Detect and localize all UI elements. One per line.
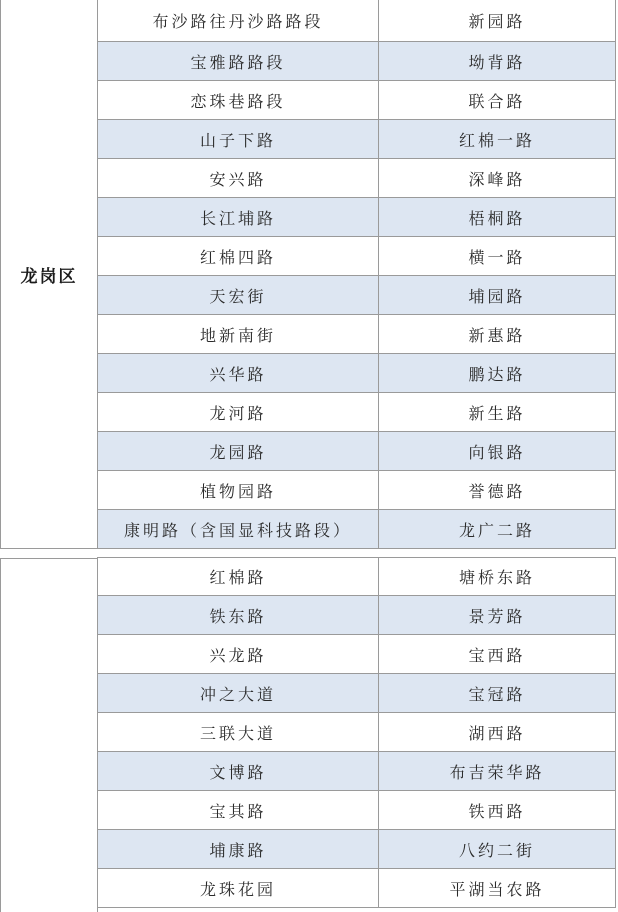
road-name-cell-left: 龙园路 — [97, 432, 379, 470]
road-rows-bottom — [97, 557, 616, 908]
road-name-cell-left: 兴华路 — [97, 354, 379, 392]
table-row — [97, 713, 616, 752]
road-name-cell-left: 宝其路 — [97, 791, 379, 829]
road-name-cell-right: 新园路 — [379, 0, 616, 41]
road-name-cell-left: 布沙路往丹沙路路段 — [97, 0, 379, 41]
road-name-cell-left: 长江埔路 — [97, 198, 379, 236]
road-name-cell-right: 横一路 — [379, 237, 616, 275]
road-name-cell-right: 埔园路 — [379, 276, 616, 314]
table-row — [97, 510, 616, 549]
road-name-cell-right: 宝西路 — [379, 635, 616, 673]
road-name-cell-left: 龙河路 — [97, 393, 379, 431]
district-label: 龙岗区 — [20, 266, 78, 287]
table-row — [97, 635, 616, 674]
table-row — [97, 354, 616, 393]
road-name-cell-right: 新惠路 — [379, 315, 616, 353]
road-name-cell-left: 红棉路 — [97, 558, 379, 595]
road-name-cell-left: 地新南街 — [97, 315, 379, 353]
road-rows-top — [97, 0, 616, 549]
road-name-cell-right: 鹏达路 — [379, 354, 616, 392]
road-name-cell-left: 龙珠花园 — [97, 869, 379, 907]
road-name-cell-right: 宝冠路 — [379, 674, 616, 712]
table-row — [97, 752, 616, 791]
table-row — [97, 393, 616, 432]
road-name-cell-right: 誉德路 — [379, 471, 616, 509]
road-name-cell-left: 康明路（含国显科技路段） — [97, 510, 379, 548]
road-name-cell-right: 坳背路 — [379, 42, 616, 80]
table-row — [97, 198, 616, 237]
table-row — [97, 596, 616, 635]
table-row — [97, 557, 616, 596]
road-name-cell-right: 布吉荣华路 — [379, 752, 616, 790]
table-row — [97, 674, 616, 713]
table-row — [97, 237, 616, 276]
table-row — [97, 120, 616, 159]
table-row — [97, 471, 616, 510]
road-name-cell-left: 天宏街 — [97, 276, 379, 314]
table-row — [97, 276, 616, 315]
road-name-cell-left: 冲之大道 — [97, 674, 379, 712]
road-name-cell-left: 宝雅路路段 — [97, 42, 379, 80]
road-name-cell-left: 埔康路 — [97, 830, 379, 868]
road-name-cell-right: 铁西路 — [379, 791, 616, 829]
road-name-cell-left: 兴龙路 — [97, 635, 379, 673]
road-name-cell-right: 八约二街 — [379, 830, 616, 868]
table-row — [97, 830, 616, 869]
road-name-cell-left: 植物园路 — [97, 471, 379, 509]
road-name-cell-right: 向银路 — [379, 432, 616, 470]
road-name-cell-right: 梧桐路 — [379, 198, 616, 236]
road-name-cell-right: 龙广二路 — [379, 510, 616, 548]
road-name-cell-right: 新生路 — [379, 393, 616, 431]
road-name-cell-right: 联合路 — [379, 81, 616, 119]
table-row — [97, 869, 616, 908]
district-cell — [0, 0, 98, 549]
road-name-cell-left: 红棉四路 — [97, 237, 379, 275]
table-row — [97, 159, 616, 198]
road-name-cell-left: 安兴路 — [97, 159, 379, 197]
road-name-cell-right: 塘桥东路 — [379, 558, 616, 595]
road-name-cell-left: 三联大道 — [97, 713, 379, 751]
table-row — [97, 432, 616, 471]
road-name-cell-right: 深峰路 — [379, 159, 616, 197]
road-name-cell-right: 平湖当农路 — [379, 869, 616, 907]
table-row — [97, 791, 616, 830]
table-row — [97, 42, 616, 81]
road-name-cell-left: 铁东路 — [97, 596, 379, 634]
table-row — [97, 315, 616, 354]
road-name-cell-right: 红棉一路 — [379, 120, 616, 158]
road-name-cell-left: 山子下路 — [97, 120, 379, 158]
district-cell-continued — [0, 558, 98, 912]
road-name-cell-left: 恋珠巷路段 — [97, 81, 379, 119]
road-name-cell-left: 文博路 — [97, 752, 379, 790]
table-row — [97, 81, 616, 120]
road-name-cell-right: 湖西路 — [379, 713, 616, 751]
table-row — [97, 0, 616, 42]
road-name-cell-right: 景芳路 — [379, 596, 616, 634]
